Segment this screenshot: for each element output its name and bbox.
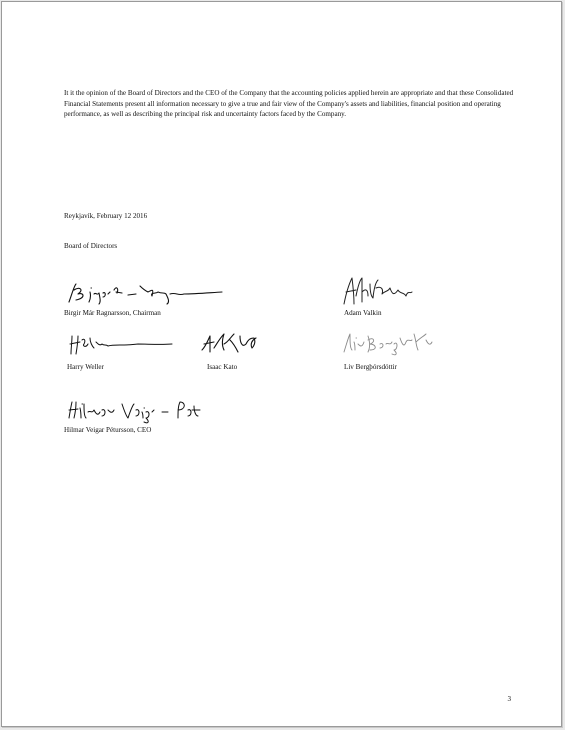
signature-hilmar-petursson <box>66 398 206 424</box>
signature-isaac-kato <box>200 330 266 356</box>
signatory-name-2: Adam Valkin <box>344 309 382 317</box>
signatory-name-4: Isaac Kato <box>207 363 238 371</box>
signatory-name-5: Liv Bergþórsdóttir <box>344 363 397 371</box>
signatory-name-3: Harry Weller <box>67 363 104 371</box>
document-page <box>1 1 562 727</box>
signature-birgir-ragnarsson <box>66 280 226 308</box>
board-heading: Board of Directors <box>64 242 118 250</box>
signatory-name-1: Birgir Már Ragnarsson, Chairman <box>64 309 161 317</box>
signature-liv-bergthorsdottir <box>340 328 436 356</box>
signature-adam-valkin <box>340 274 420 306</box>
signatory-name-6: Hilmar Veigar Pétursson, CEO <box>64 426 152 434</box>
signature-harry-weller <box>68 332 178 356</box>
statement-paragraph: It it the opinion of the Board of Directors and the CEO of the Company that the accounting policies applied herein are appropriate and that these Consolidated Financial Statements present all information necessary to give a true and fair view of the Company's assets and liabilities, financial position and operating performance, as well as describing the principal risk and uncertainty factors faced by the Company. <box>64 89 514 119</box>
place-date: Reykjavík, February 12 2016 <box>64 212 148 220</box>
page-number: 3 <box>507 695 511 703</box>
